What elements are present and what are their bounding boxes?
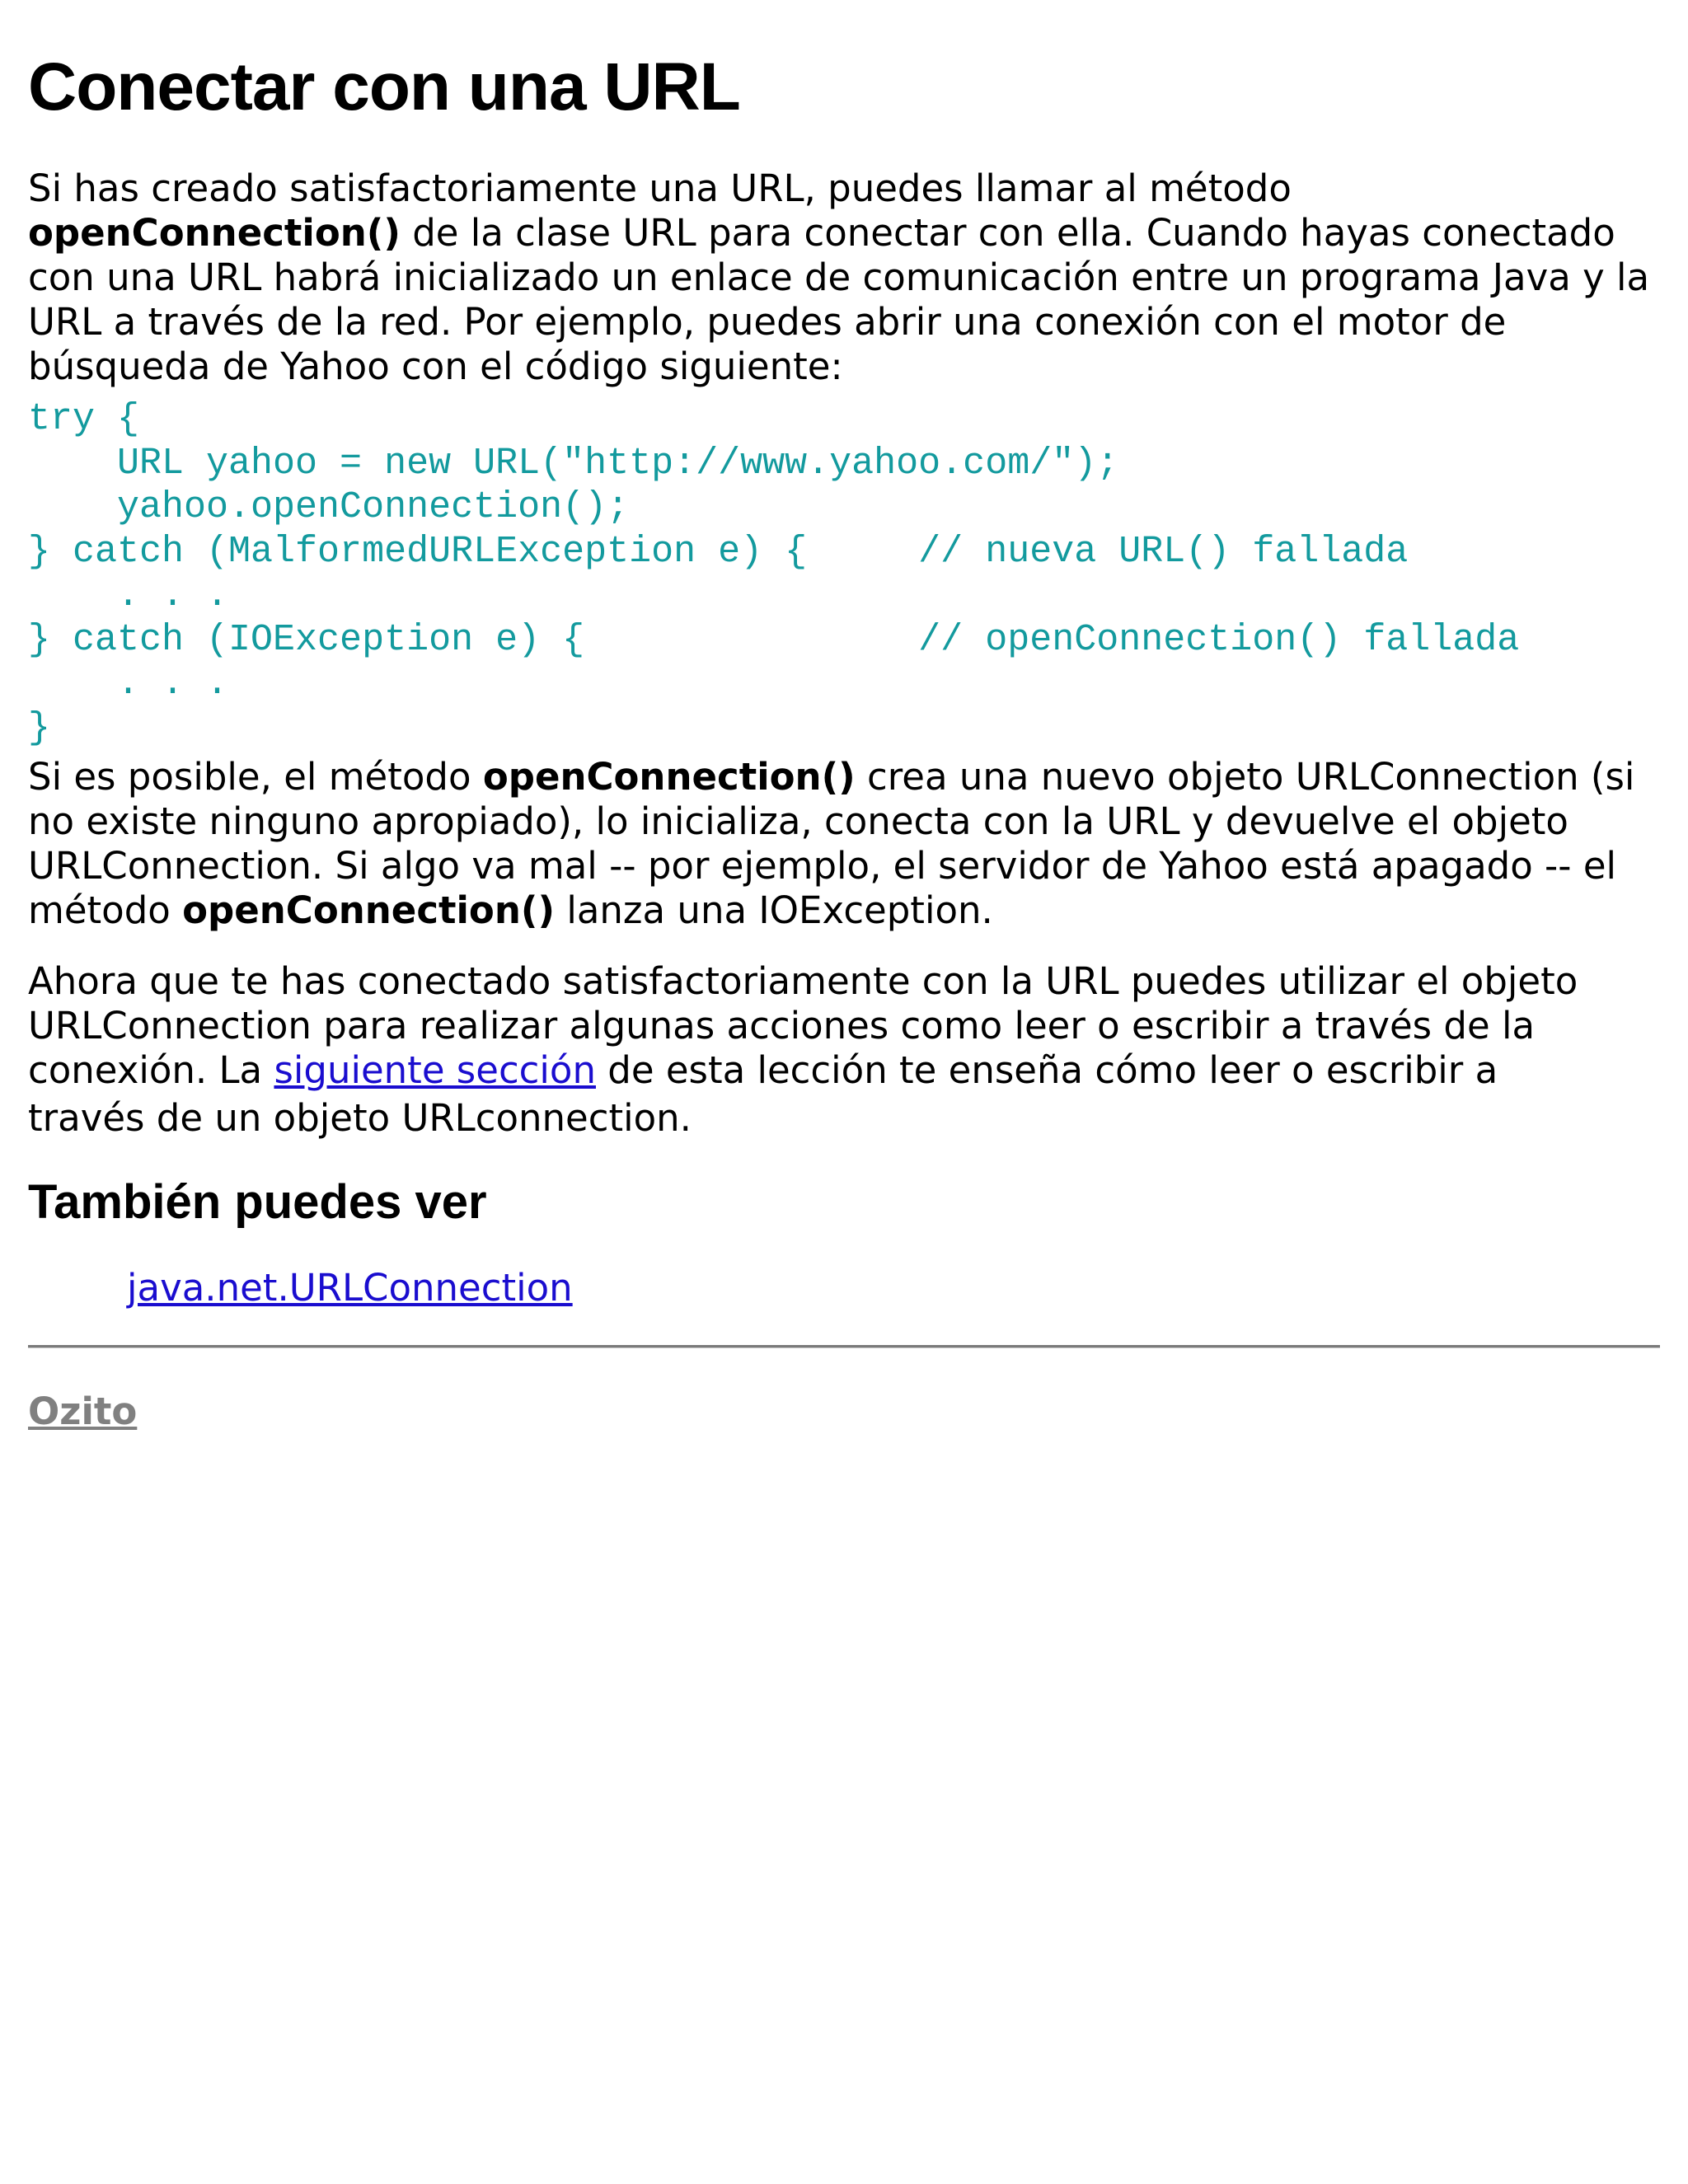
open-connection-method: openConnection() bbox=[182, 888, 556, 932]
footer-divider bbox=[28, 1345, 1660, 1348]
open-connection-method: openConnection() bbox=[28, 211, 401, 255]
explanation-paragraph bbox=[28, 755, 1660, 933]
intro-text-2: de la clase URL para conectar con ella. Cuando hayas conectado con una URL habrá inicializado un enlace de comunicación entre un programa Java y la URL a través de la red. Por ejemplo, puedes abrir una conexión con el motor de búsqueda de Yahoo con el código siguiente: bbox=[28, 211, 1650, 388]
next-text-3: través de un objeto URLconnection. bbox=[28, 1096, 692, 1140]
explanation-text-2: crea una nuevo objeto URLConnection (si no existe ninguno apropiado), lo inicializa, conecta con la URL y devuelve el objeto URLConnection. Si algo va mal -- por ejemplo, el servidor de Yahoo está apagado -- el método bbox=[28, 755, 1635, 932]
code-example: try { URL yahoo = new URL("http://www.yahoo.com/"); yahoo.openConnection(); } catch (MalformedURLException e) { // nueva URL() fallada . . . } catch (IOException e) { // openConnection() fallada . . . } bbox=[28, 398, 1520, 749]
see-also-list bbox=[127, 1266, 1660, 1310]
intro-paragraph bbox=[28, 166, 1660, 389]
explanation-text-1: Si es posible, el método bbox=[28, 755, 483, 799]
next-text-2: de esta lección te enseña cómo leer o escribir a bbox=[595, 1048, 1498, 1092]
page-content bbox=[28, 0, 1660, 1434]
intro-text-1: Si has creado satisfactoriamente una URL, puedes llamar al método bbox=[28, 166, 1292, 210]
explanation-text-3: lanza una IOException. bbox=[555, 888, 993, 932]
urlconnection-api-link[interactable]: java.net.URLConnection bbox=[127, 1266, 573, 1310]
page-title: Conectar con una URL bbox=[28, 49, 740, 124]
ozito-link[interactable]: Ozito bbox=[28, 1390, 138, 1433]
next-text-1: Ahora que te has conectado satisfactoriamente con la URL puedes utilizar el objeto URLConnection para realizar algunas acciones como leer o escribir a través de la conexión. La bbox=[28, 959, 1578, 1092]
see-also-heading: También puedes ver bbox=[28, 1175, 487, 1229]
open-connection-method: openConnection() bbox=[482, 755, 856, 799]
next-section-link[interactable]: siguiente sección bbox=[274, 1048, 596, 1092]
next-section-paragraph bbox=[28, 959, 1660, 1141]
